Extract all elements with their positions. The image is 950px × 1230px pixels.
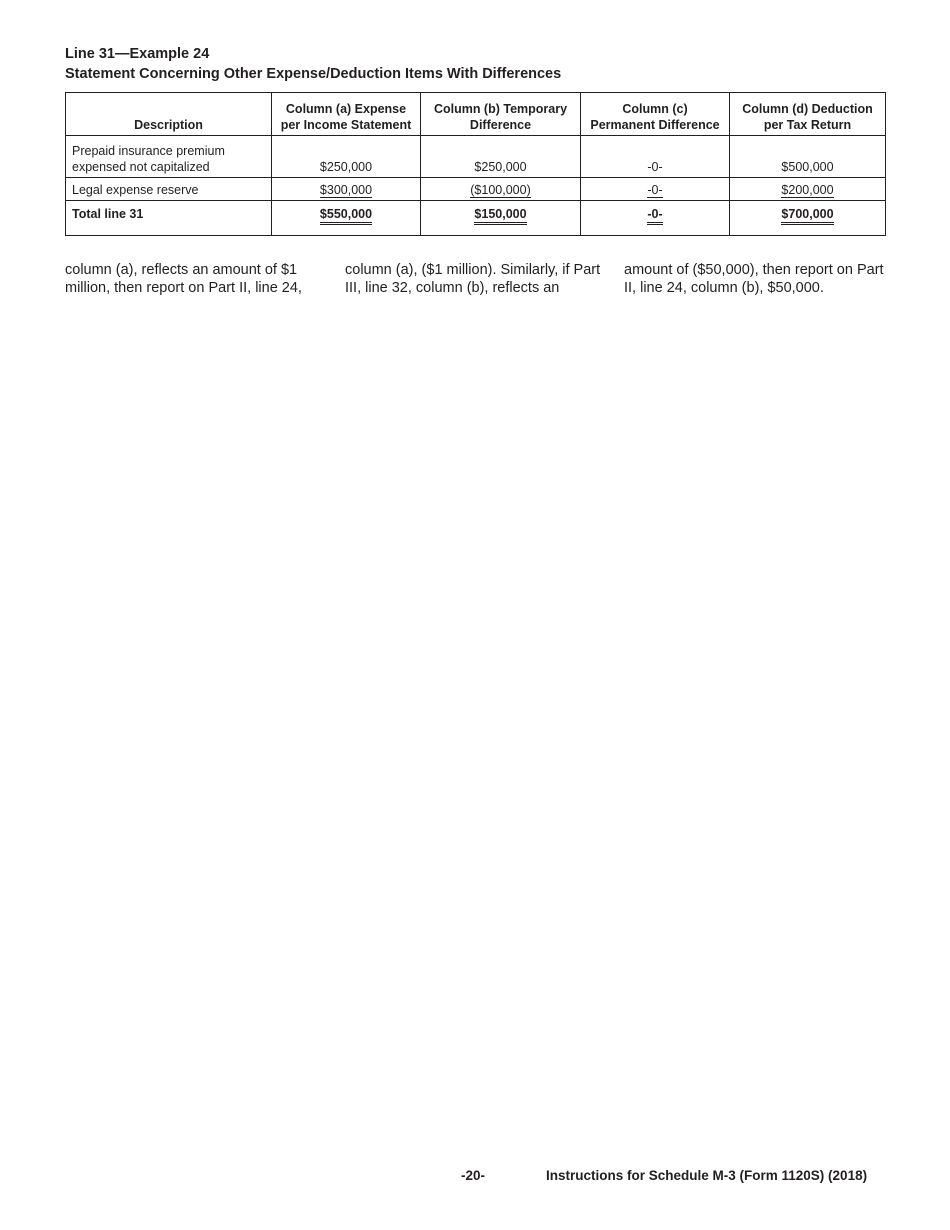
cell-col-c: -0- [581,178,730,201]
row-description: Prepaid insurance premium expensed not capitalized [66,136,272,178]
table-row [66,178,886,201]
heading-line-statement-title: Statement Concerning Other Expense/Deduction Items With Differences [65,66,562,82]
cell-col-d: $700,000 [730,201,886,236]
section-heading [65,44,885,84]
text-column-1: column (a), reflects an amount of $1 million, then report on Part II, line 24, [65,262,302,296]
header-col-d: Column (d) Deduction per Tax Return [730,93,886,136]
cell-col-a: $300,000 [272,178,421,201]
page-number: -20- [461,1168,486,1183]
table-header-row [66,93,886,136]
cell-col-d: $200,000 [730,178,886,201]
cell-col-b: ($100,000) [421,178,581,201]
row-description: Legal expense reserve [66,178,272,201]
text-column-3: amount of ($50,000), then report on Part II, line 24, column (b), $50,000. [624,262,884,296]
footer-title: Instructions for Schedule M-3 (Form 1120S) (2018) [546,1168,868,1183]
header-col-b: Column (b) Temporary Difference [421,93,581,136]
table-total-row [66,201,886,236]
cell-col-d: $500,000 [730,136,886,178]
cell-col-c: -0- [581,136,730,178]
cell-col-c: -0- [581,201,730,236]
header-description: Description [66,93,272,136]
text-column-2: column (a), ($1 million). Similarly, if Part III, line 32, column (b), reflects an [345,262,601,296]
cell-col-a: $550,000 [272,201,421,236]
heading-line-example: Line 31—Example 24 [65,46,210,62]
table-row [66,136,886,178]
statement-table [65,92,886,236]
cell-col-a: $250,000 [272,136,421,178]
row-description: Total line 31 [66,201,272,236]
header-col-c: Column (c) Permanent Difference [581,93,730,136]
cell-col-b: $150,000 [421,201,581,236]
header-col-a: Column (a) Expense per Income Statement [272,93,421,136]
cell-col-b: $250,000 [421,136,581,178]
